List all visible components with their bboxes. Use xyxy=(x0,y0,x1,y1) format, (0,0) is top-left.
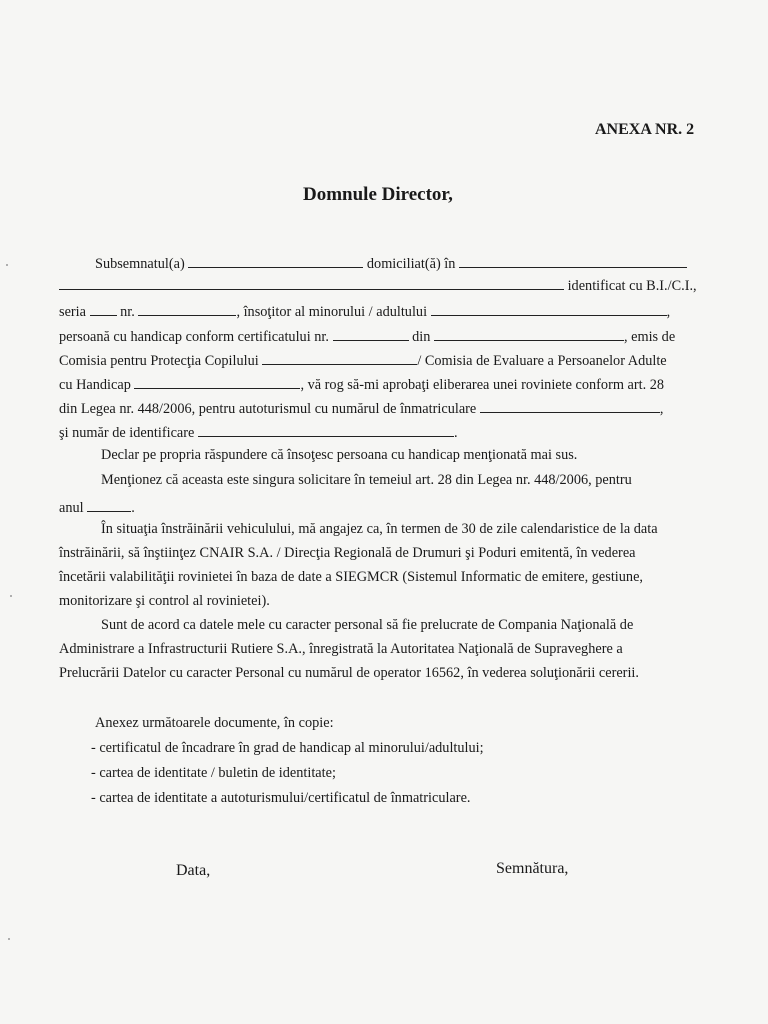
address-continuation-field[interactable] xyxy=(59,277,564,290)
registration-number-field[interactable] xyxy=(480,400,660,413)
vin-label: şi număr de identificare xyxy=(59,425,195,441)
number-field[interactable] xyxy=(138,303,236,316)
attachment-item: - certificatul de încadrare în grad de handicap al minorului/adultului; xyxy=(91,740,484,756)
scan-speck xyxy=(10,595,12,597)
comma: , xyxy=(666,304,671,320)
vin-field[interactable] xyxy=(198,424,454,437)
period: . xyxy=(131,500,135,516)
attachments-intro: Anexez următoarele documente, în copie: xyxy=(95,715,334,731)
comma: , xyxy=(659,401,664,417)
form-line-year xyxy=(59,499,135,515)
transfer-paragraph-line-1: În situaţia înstrăinării vehiculului, mă angajez ca, în termen de 30 de zile calendaristice de la data xyxy=(101,521,658,537)
form-line-address xyxy=(59,277,697,293)
signature-label: Semnătura, xyxy=(496,860,569,877)
certificate-label: persoană cu handicap conform certificatului nr. xyxy=(59,329,329,345)
address-label: domiciliat(ă) în xyxy=(366,256,456,272)
form-line-registration xyxy=(59,400,663,416)
consent-paragraph-line-3: Prelucrării Datelor cu caracter Personal cu numărul de operator 16562, în vederea soluţionării cererii. xyxy=(59,665,639,681)
certificate-number-field[interactable] xyxy=(333,328,409,341)
transfer-paragraph-line-3: încetării valabilităţii rovinietei în baza de date a SIEGMCR (Sistemul Informatic de emitere, gestiune, xyxy=(59,569,644,585)
transfer-paragraph-line-4: monitorizare şi control al rovinietei). xyxy=(59,593,270,609)
adult-commission-label: / Comisia de Evaluare a Persoanelor Adulte xyxy=(417,353,667,369)
minor-adult-field[interactable] xyxy=(431,303,667,316)
date-label: Data, xyxy=(176,862,211,879)
declaration-paragraph: Declar pe propria răspundere că însoţesc persoana cu handicap menţionată mai sus. xyxy=(101,447,578,463)
number-label: nr. xyxy=(120,304,135,320)
form-line-vin xyxy=(59,424,458,440)
id-card-label: identificat cu B.I./C.I., xyxy=(567,278,697,294)
year-field[interactable] xyxy=(87,499,131,512)
consent-paragraph-line-2: Administrare a Infrastructurii Rutiere S.A., înregistrată la Autoritatea Naţională de Supraveghere a xyxy=(59,641,623,657)
attachment-item: - cartea de identitate a autoturismului/certificatul de înmatriculare. xyxy=(91,790,471,806)
consent-paragraph-line-1: Sunt de acord ca datele mele cu caracter personal să fie prelucrate de Compania Naţională de xyxy=(101,617,634,633)
form-line-series xyxy=(59,303,670,319)
certificate-date-field[interactable] xyxy=(434,328,624,341)
scan-speck xyxy=(6,264,8,266)
series-label: seria xyxy=(59,304,86,320)
form-line-name xyxy=(95,255,687,271)
period: . xyxy=(453,425,458,441)
address-field[interactable] xyxy=(459,255,687,268)
form-line-certificate xyxy=(59,328,675,344)
form-line-commission xyxy=(59,352,667,368)
request-text: , vă rog să-mi aprobaţi eliberarea unei roviniete conform art. 28 xyxy=(300,377,665,393)
attachment-item: - cartea de identitate / buletin de identitate; xyxy=(91,765,336,781)
issued-by-label: , emis de xyxy=(623,329,676,345)
transfer-paragraph-line-2: înstrăinării, să înştiinţez CNAIR S.A. / Direcţia Regională de Drumuri şi Poduri emitentă, în vederea xyxy=(59,545,636,561)
scan-speck xyxy=(8,938,10,940)
handicap-label: cu Handicap xyxy=(59,377,131,393)
companion-label: , însoţitor al minorului / adultului xyxy=(236,304,428,320)
salutation-heading: Domnule Director, xyxy=(303,184,453,205)
name-label: Subsemnatul(a) xyxy=(95,256,185,272)
adult-commission-field[interactable] xyxy=(134,376,300,389)
mention-paragraph: Menţionez că aceasta este singura solicitare în temeiul art. 28 din Legea nr. 448/2006, pentru xyxy=(101,472,632,488)
year-label: anul xyxy=(59,500,84,516)
form-line-handicap xyxy=(59,376,664,392)
series-field[interactable] xyxy=(90,303,117,316)
name-field[interactable] xyxy=(188,255,363,268)
child-commission-label: Comisia pentru Protecţia Copilului xyxy=(59,353,259,369)
child-commission-field[interactable] xyxy=(262,352,417,365)
from-label: din xyxy=(412,329,431,345)
annex-title: ANEXA NR. 2 xyxy=(595,121,695,138)
registration-label: din Legea nr. 448/2006, pentru autoturismul cu numărul de înmatriculare xyxy=(59,401,477,417)
